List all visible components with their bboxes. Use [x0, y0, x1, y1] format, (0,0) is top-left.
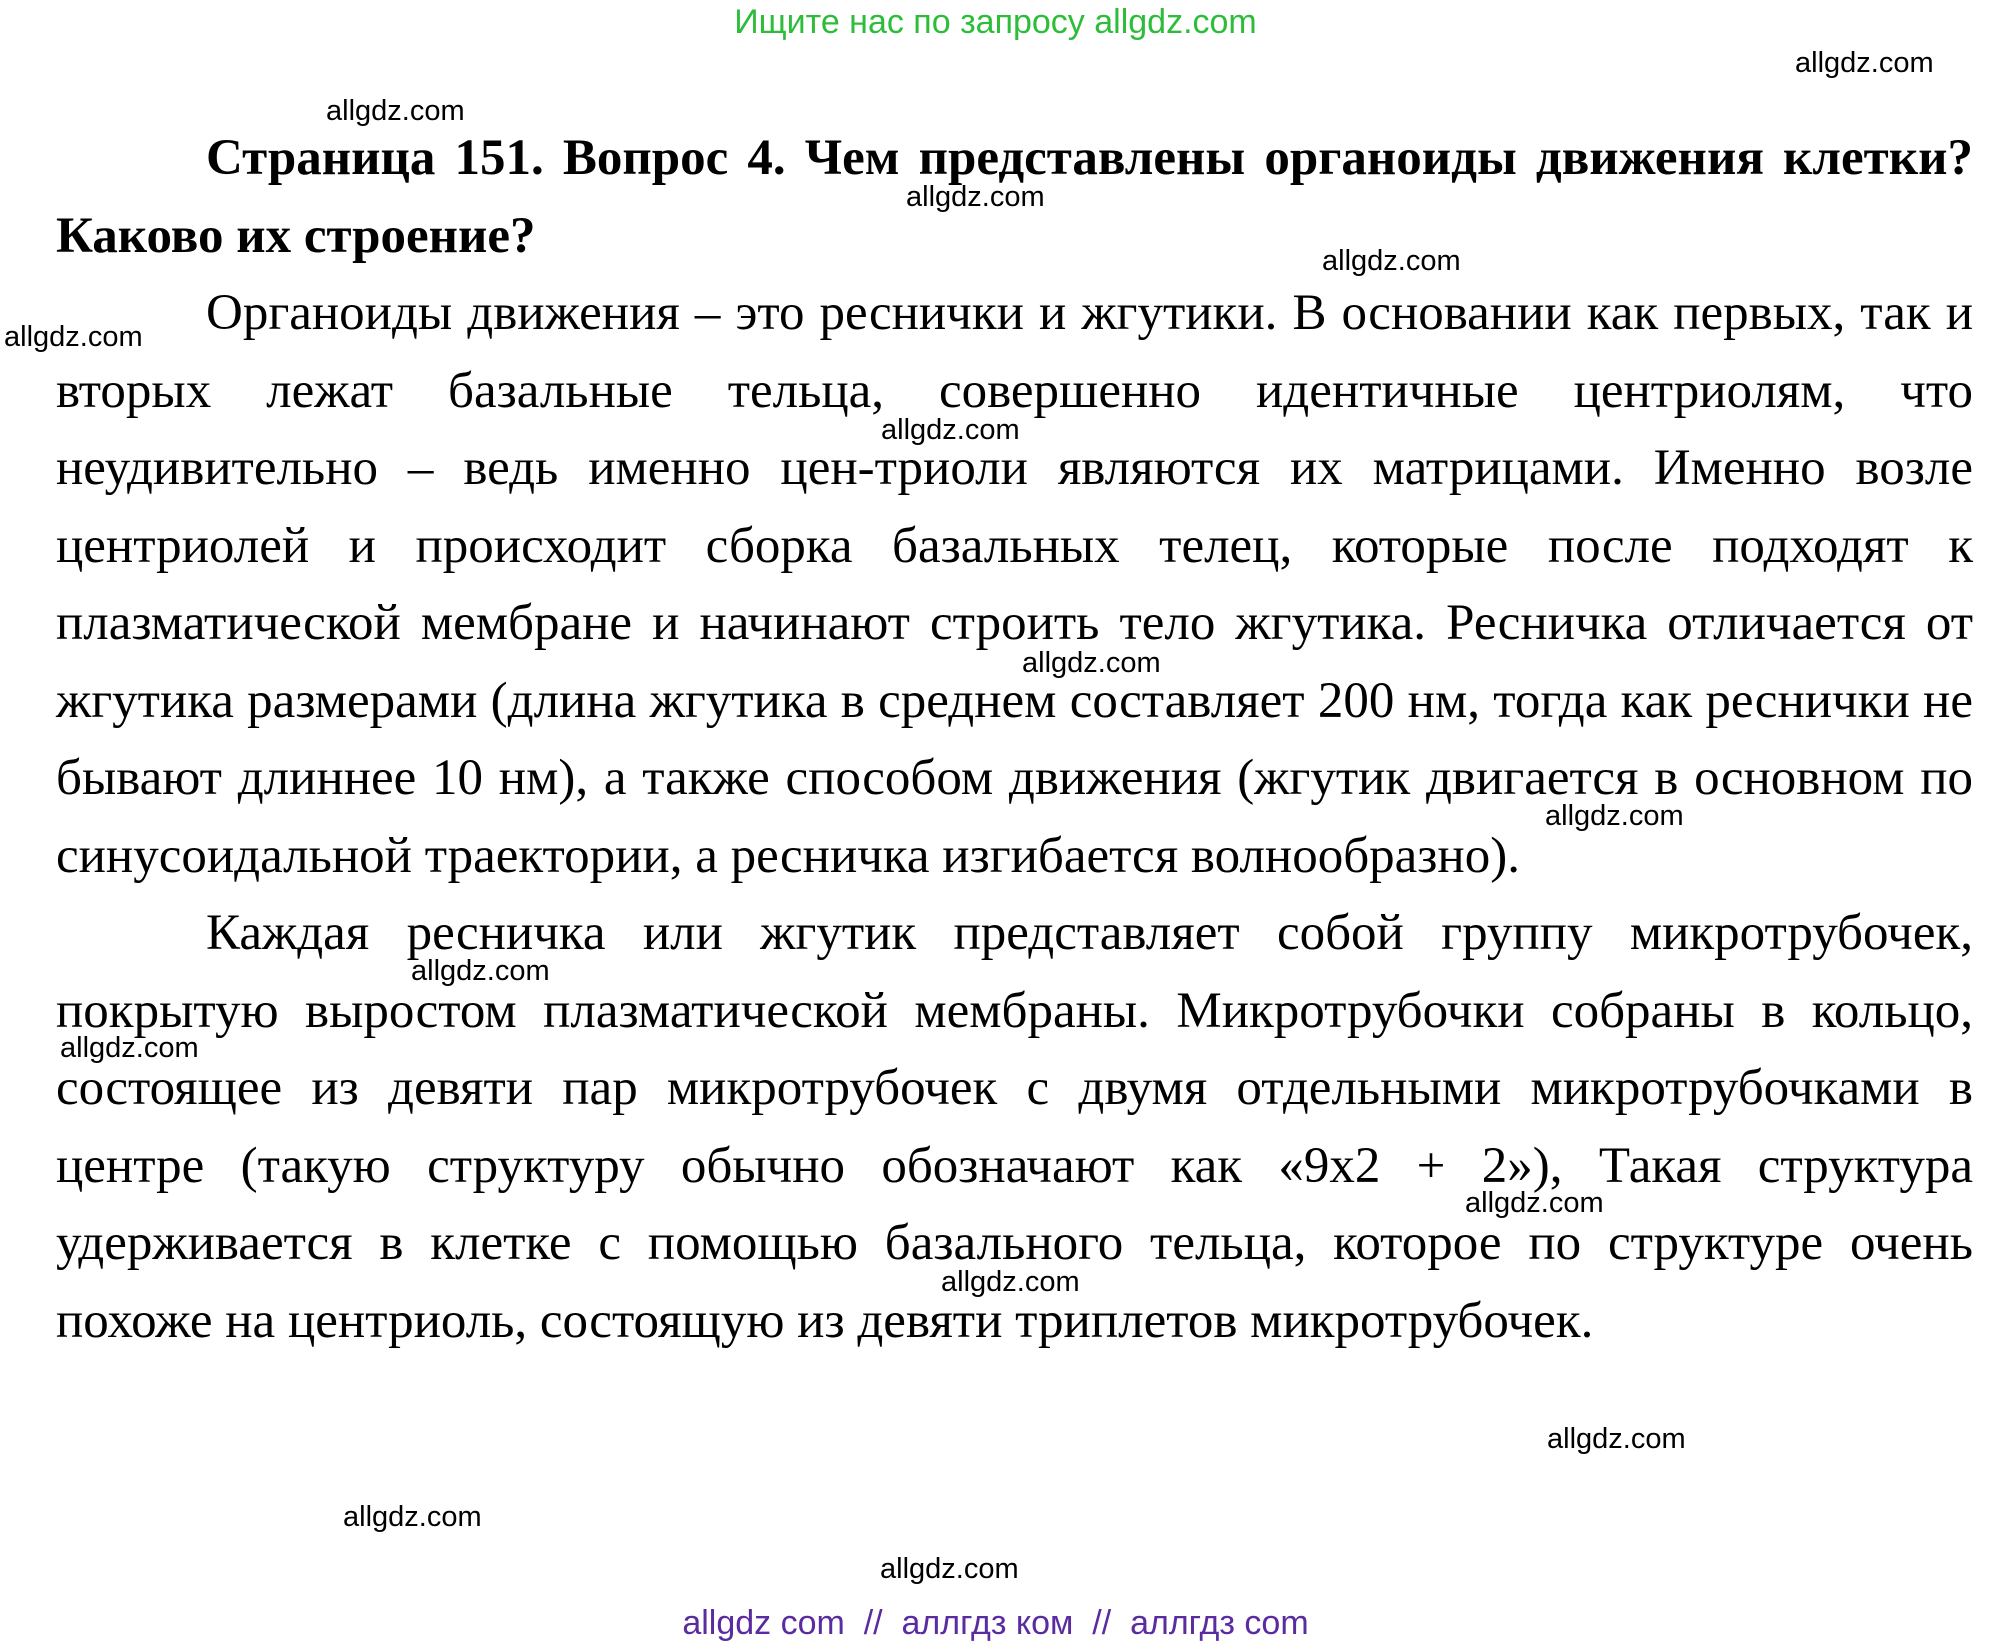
watermark: allgdz.com	[1547, 1423, 1686, 1455]
footer-link[interactable]: allgdz com	[682, 1604, 845, 1642]
watermark: allgdz.com	[1465, 1187, 1604, 1219]
watermark: allgdz.com	[1022, 647, 1161, 679]
watermark: allgdz.com	[1795, 47, 1934, 79]
watermark: allgdz.com	[1545, 800, 1684, 832]
watermark: allgdz.com	[4, 321, 143, 353]
footer-separator: //	[844, 1604, 902, 1642]
watermark: allgdz.com	[411, 955, 550, 987]
footer-link[interactable]: аллгдз ком	[901, 1604, 1074, 1642]
watermark: allgdz.com	[326, 95, 465, 127]
footer-link[interactable]: аллгдз com	[1130, 1604, 1309, 1642]
answer-paragraph: Органоиды движения – это реснички и жгутики. В основании как первых, так и вторых лежат базальные тельца, совершенно идентичные центриолям, что неудивительно – ведь именно цен-триоли являются их матрицами. Именно возле центриолей и происходит сборка базальных телец, которые после подходят к плазматической мембране и начинают строить тело жгутика. Ресничка отличается от жгутика размерами (длина жгутика в среднем составляет 200 нм, тогда как реснички не бывают длиннее 10 нм), а также способом движения (жгутик двигается в основном по синусоидальной траектории, а ресничка изгибается волнообразно).	[56, 285, 1973, 884]
watermark: allgdz.com	[941, 1266, 1080, 1298]
footer-separator: //	[1073, 1604, 1131, 1642]
question-heading: Страница 151. Вопрос 4. Чем представлены органоиды движения клетки? Каково их строение?	[56, 130, 1973, 264]
document-body	[56, 120, 1973, 1360]
watermark: allgdz.com	[880, 1553, 1019, 1585]
footer-links	[0, 1603, 1991, 1643]
watermark: allgdz.com	[60, 1032, 199, 1064]
watermark: allgdz.com	[881, 414, 1020, 446]
watermark: allgdz.com	[1322, 245, 1461, 277]
watermark: allgdz.com	[343, 1501, 482, 1533]
watermark: allgdz.com	[906, 181, 1045, 213]
answer-paragraph: Каждая ресничка или жгутик представляет собой группу микротрубочек, покрытую выростом плазматической мембраны. Микротрубочки собраны в кольцо, состоящее из девяти пар микротрубочек с двумя отдельными микротрубочками в центре (такую структуру обычно обозначают как «9х2 + 2»), Такая структура удерживается в клетке с помощью базального тельца, которое по структуре очень похоже на центриоль, состоящую из девяти триплетов микротрубочек.	[56, 905, 1973, 1349]
top-search-banner: Ищите нас по запросу allgdz.com	[734, 3, 1257, 41]
